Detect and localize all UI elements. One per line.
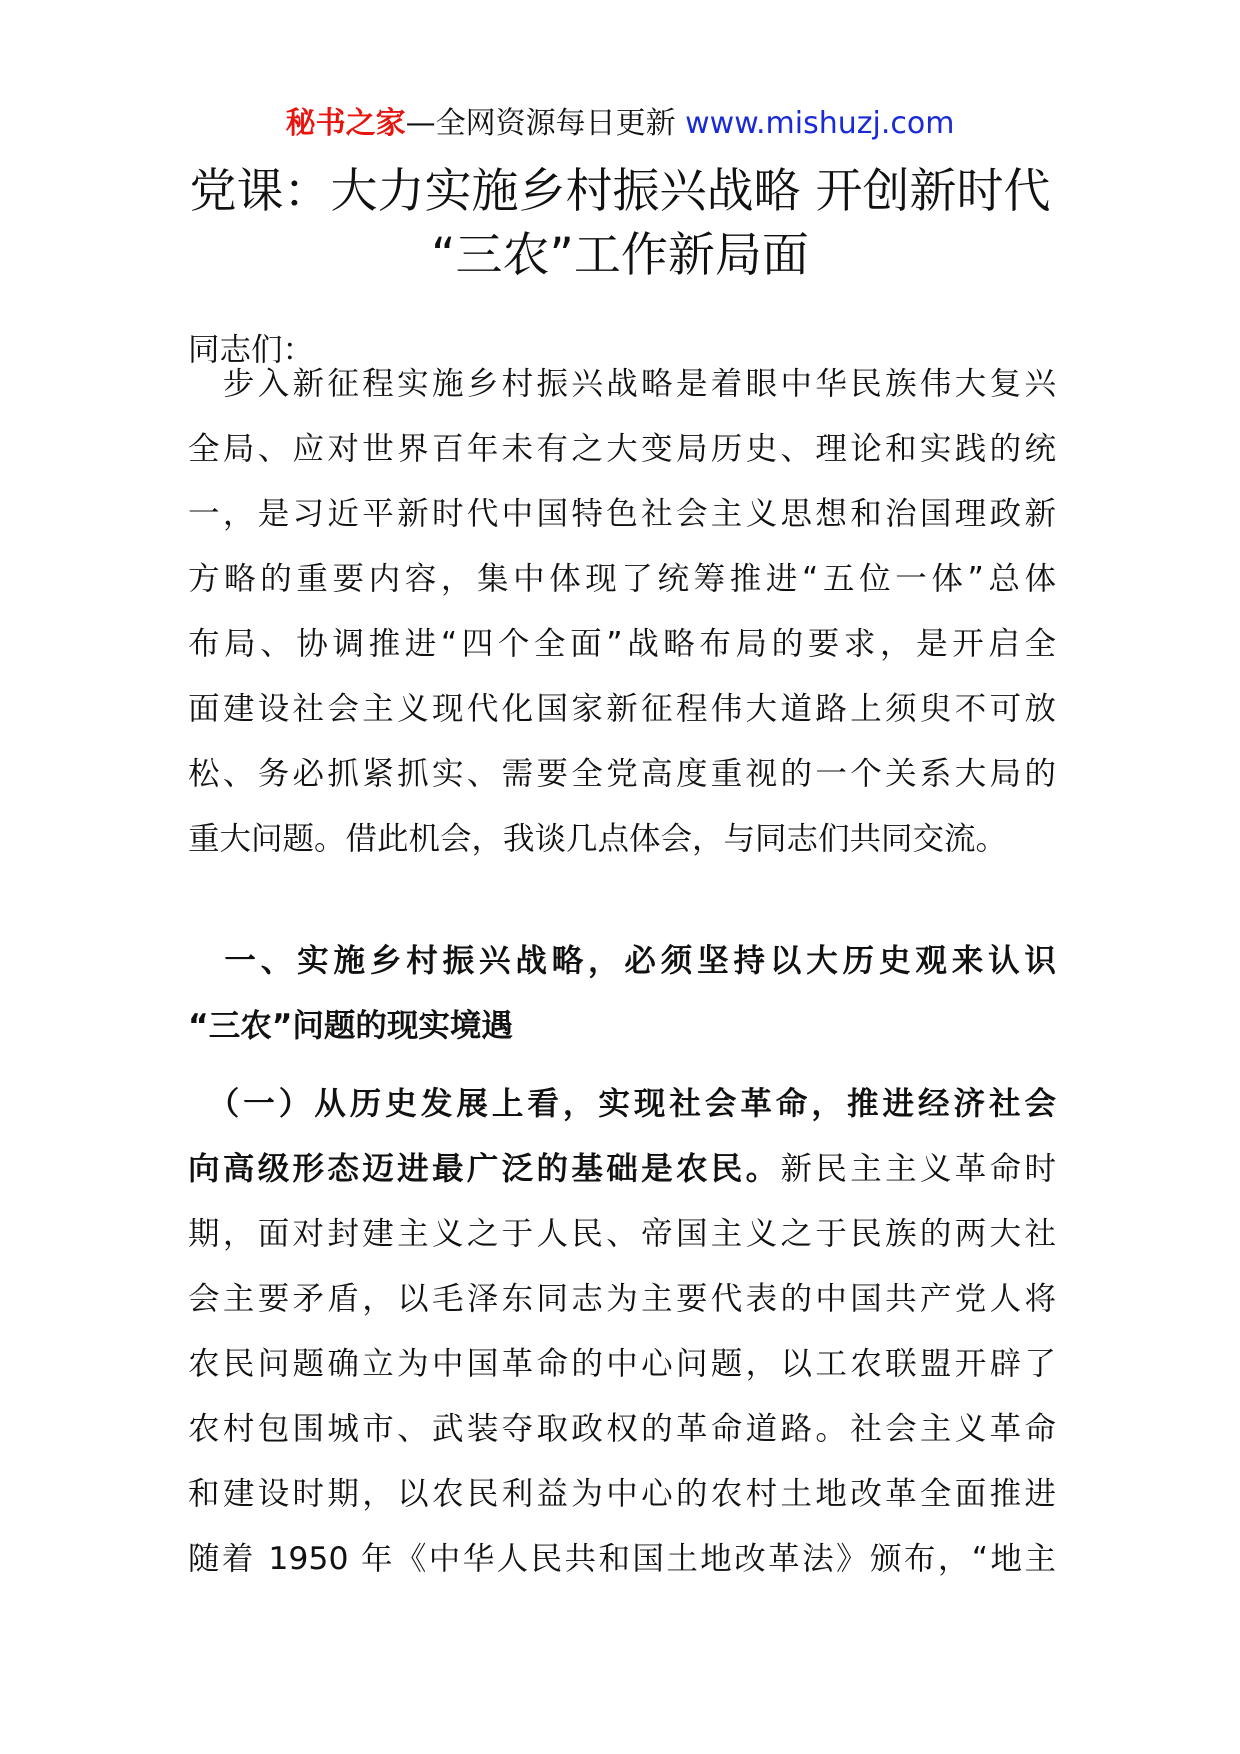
text-line: 和建设时期，以农民利益为中心的农村土地改革全面推进 — [188, 1476, 1056, 1512]
paragraph-intro — [188, 352, 1056, 872]
brand-name: 秘书之家 — [285, 106, 406, 141]
text-line: 面建设社会主义现代化国家新征程伟大道路上须臾不可放 — [188, 691, 1056, 727]
text-line: 方略的重要内容，集中体现了统筹推进“五位一体”总体 — [188, 561, 1056, 597]
site-url-link[interactable]: www.mishuzj.com — [685, 106, 955, 141]
text-line: 会主要矛盾，以毛泽东同志为主要代表的中国共产党人将 — [188, 1281, 1056, 1317]
mixed-line — [188, 1137, 1056, 1202]
text-line: 布局、协调推进“四个全面”战略布局的要求，是开启全 — [188, 626, 1056, 662]
text-line: 全局、应对世界百年未有之大变局历史、理论和实践的统 — [188, 431, 1056, 467]
bold-lead-text: 向高级形态迈进最广泛的基础是农民。 — [188, 1151, 781, 1187]
text-span: 新民主主义革命时 — [780, 1151, 1056, 1187]
banner-tagline: —全网资源每日更新 — [405, 106, 686, 141]
text-line: 期，面对封建主义之于人民、帝国主义之于民族的两大社 — [188, 1216, 1056, 1252]
bold-lead-line: （一）从历史发展上看，实现社会革命，推进经济社会 — [188, 1086, 1056, 1122]
title-line-1: 党课：大力实施乡村振兴战略 开创新时代 — [189, 164, 1051, 219]
text-line: 一，是习近平新时代中国特色社会主义思想和治国理政新 — [188, 496, 1056, 532]
text-line: 步入新征程实施乡村振兴战略是着眼中华民族伟大复兴 — [188, 366, 1056, 402]
greeting: 同志们： — [188, 332, 315, 368]
section-heading-1 — [188, 929, 1056, 1059]
text-line: 农村包围城市、武装夺取政权的革命道路。社会主义革命 — [188, 1411, 1056, 1447]
title-line-2: “三农”工作新局面 — [431, 228, 809, 283]
text-line: 随着 1950 年《中华人民共和国土地改革法》颁布，“地主 — [188, 1541, 1056, 1577]
text-line: 松、务必抓紧抓实、需要全党高度重视的一个关系大局的 — [188, 756, 1056, 792]
text-line: 农民问题确立为中国革命的中心问题，以工农联盟开辟了 — [188, 1346, 1056, 1382]
paragraph-history — [188, 1072, 1056, 1592]
heading-line: “三农”问题的现实境遇 — [188, 1008, 513, 1044]
document-title — [120, 160, 1120, 288]
text-line: 重大问题。借此机会，我谈几点体会，与同志们共同交流。 — [188, 821, 1008, 857]
site-banner — [0, 104, 1240, 144]
heading-line: 一、实施乡村振兴战略，必须坚持以大历史观来认识 — [188, 943, 1056, 979]
